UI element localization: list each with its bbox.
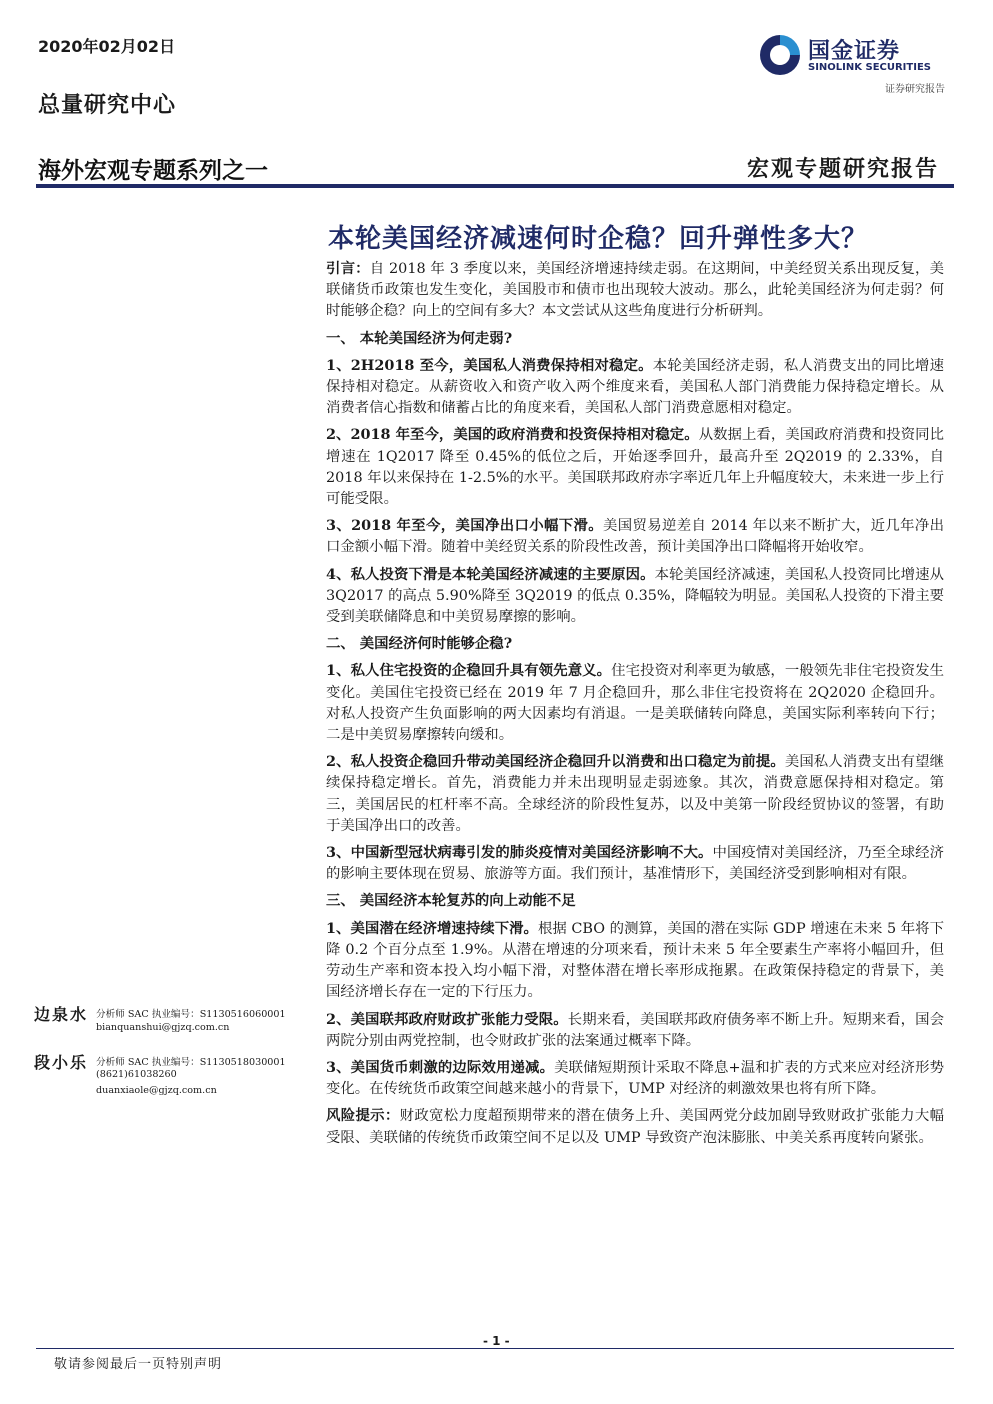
item-lead: 1、2H2018 至今，美国私人消费保持相对稳定。 [326,356,653,374]
section-item [326,751,944,837]
logo-chinese-name: 国金证券 [808,39,901,64]
item-text: 美国私人消费支出有望继续保持稳定增长。首先，消费能力并未出现明显走弱迹象。其次，消费意愿保持相对稳定。第三，美国居民的杠杆率不高。全球经济的阶段性复苏，以及中美第一阶段经贸协议的签署，有助于美国净出口的改善。 [326,754,944,834]
analyst-name: 边泉水 [34,1005,89,1024]
item-text: 从数据上看，美国政府消费和投资同比增速在 1Q2017 降至 0.45%的低位之后，开始逐季回升，最高升至 2Q2019 的 2.33%，自 2018 年以来保持在 1-2.5%的水平。美国联邦政府赤字率近几年上升幅度较大，未来进一步上行可能受限。 [326,427,944,508]
item-text: 中国疫情对美国经济，乃至全球经济的影响主要体现在贸易、旅游等方面。我们预计，基准情形下，美国经济受到影响相对有限。 [326,845,944,883]
section-item [326,564,944,629]
item-text: 住宅投资对利率更为敏感，一般领先非住宅投资发生变化。美国住宅投资已经在 2019 年 7 月企稳回升，那么非住宅投资将在 2Q2020 企稳回升。对私人投资产生负面影响的两大因素均有消退。一是美联储转向降息，美国实际利率转向下行；二是中美贸易摩擦转向缓和。 [326,663,944,744]
section-item [326,515,944,558]
report-body [326,258,944,1154]
header-divider [36,184,954,188]
item-lead: 2、2018 年至今，美国的政府消费和投资保持相对稳定。 [326,426,699,444]
analyst-email[interactable]: duanxiaole@gjzq.com.cn [96,1085,217,1096]
report-title: 本轮美国经济减速何时企稳？回升弹性多大？ [328,224,869,254]
section-item [326,660,944,746]
section-item [326,355,944,420]
item-text: 美国贸易逆差自 2014 年以来不断扩大，近几年净出口金额小幅下滑。随着中美经贸关系的阶段性改善，预计美国净出口降幅将开始收窄。 [326,518,944,556]
analyst-name: 段小乐 [34,1053,89,1072]
research-center: 总量研究中心 [38,92,177,118]
disclaimer-note: 敬请参阅最后一页特别声明 [54,1357,223,1372]
item-lead: 1、美国潜在经济增速持续下滑。 [326,919,538,937]
item-lead: 2、私人投资企稳回升带动美国经济企稳回升以消费和出口稳定为前提。 [326,753,785,771]
footer-divider [36,1348,954,1349]
item-lead: 3、美国货币刺激的边际效用递减。 [326,1058,555,1076]
section-heading: 三、 美国经济本轮复苏的向上动能不足 [326,892,576,910]
section-item [326,424,944,510]
item-text: 本轮美国经济走弱，私人消费支出的同比增速保持相对稳定。从薪资收入和资产收入两个维度来看，美国私人部门消费能力保持稳定增长。从消费者信心指数和储蓄占比的角度来看，美国私人部门消费意愿相对稳定。 [326,357,944,417]
analyst-certificate: 分析师 SAC 执业编号：S1130516060001 [96,1009,286,1020]
risk-label: 风险提示： [326,1107,400,1125]
section-item [326,1057,944,1100]
intro-text: 自 2018 年 3 季度以来，美国经济增速持续走弱。在这期间，中美经贸关系出现反复，美联储货币政策也发生变化，美国股市和债市也出现较大波动。那么，此轮美国经济为何走弱？何时能够企稳？向上的空间有多大？本文尝试从这些角度进行分析研判。 [326,261,944,320]
section-item [326,842,944,885]
item-lead: 4、私人投资下滑是本轮美国经济减速的主要原因。 [326,565,655,583]
item-lead: 3、2018 年至今，美国净出口小幅下滑。 [326,517,603,535]
analyst-phone: (8621)61038260 [96,1069,177,1080]
report-date: 2020年02月02日 [38,37,176,56]
item-lead: 1、私人住宅投资的企稳回升具有领先意义。 [326,662,612,680]
intro-paragraph [326,258,944,323]
risk-paragraph [326,1105,944,1148]
logo-english-name: SINOLINK SECURITIES [808,62,931,73]
item-text: 美联储短期预计采取不降息+温和扩表的方式来应对经济形势变化。在传统货币政策空间越来越小的背景下，UMP 对经济的刺激效果也将有所下降。 [326,1059,944,1098]
section-heading: 一、 本轮美国经济为何走弱? [326,329,513,347]
analyst-email[interactable]: bianquanshui@gjzq.com.cn [96,1022,230,1033]
item-text: 本轮美国经济减速，美国私人投资同比增速从 3Q2017 的高点 5.90%降至 3Q2019 的低点 0.35%，降幅较为明显。美国私人投资的下滑主要受到美联储降息和中美贸易摩擦的影响。 [326,566,945,626]
section-heading: 二、 美国经济何时能够企稳? [326,635,513,653]
series-title: 海外宏观专题系列之一 [38,158,268,184]
page-number: - 1 - [483,1334,510,1348]
item-text: 根据 CBO 的测算，美国的潜在实际 GDP 增速在未来 5 年将下降 0.2 个百分点至 1.9%。从潜在增速的分项来看，预计未来 5 年全要素生产率将小幅回升，但劳动生产率和资本投入均小幅下滑，对整体潜在增长率形成拖累。在政策保持稳定的背景下，美国经济增长存在一定的下行压力。 [326,920,944,1001]
analyst-certificate: 分析师 SAC 执业编号：S1130518030001 [96,1057,286,1068]
company-logo [758,32,948,82]
intro-label: 引言： [326,260,370,277]
report-type: 宏观专题研究报告 [746,156,939,182]
section-item [326,918,944,1004]
sinolink-logo-icon [758,32,802,78]
section-item [326,1009,944,1052]
item-lead: 3、中国新型冠状病毒引发的肺炎疫情对美国经济影响不大。 [326,844,713,862]
risk-text: 财政宽松力度超预期带来的潜在债务上升、美国两党分歧加剧导致财政扩张能力大幅受限、美联储的传统货币政策空间不足以及 UMP 导致资产泡沫膨胀、中美关系再度转向紧张。 [326,1108,944,1146]
item-lead: 2、美国联邦政府财政扩张能力受限。 [326,1010,568,1028]
report-tag: 证券研究报告 [885,84,945,95]
item-text: 长期来看，美国联邦政府债务率不断上升。短期来看，国会两院分别由两党控制，也令财政扩张的法案通过概率下降。 [326,1011,944,1049]
